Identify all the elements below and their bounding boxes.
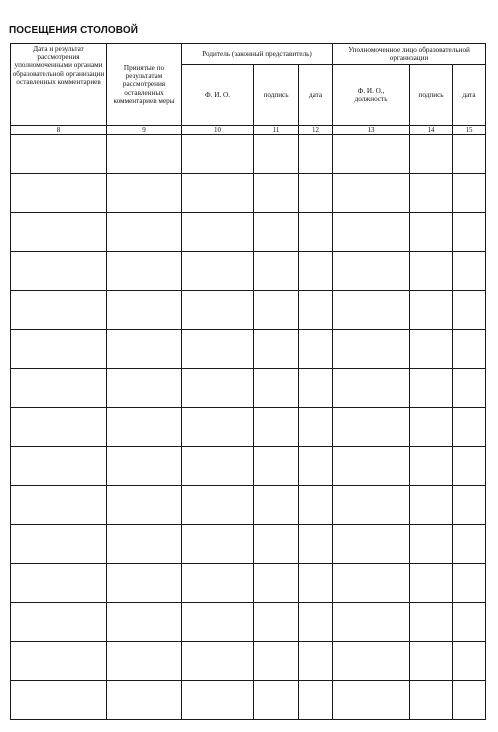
header-parent-name: Ф. И. О. <box>182 65 254 126</box>
table-cell <box>453 447 486 486</box>
table-cell <box>453 135 486 174</box>
table-cell <box>453 486 486 525</box>
table-cell <box>453 291 486 330</box>
table-row <box>11 330 486 369</box>
page-title: ПОСЕЩЕНИЯ СТОЛОВОЙ <box>9 25 138 36</box>
table-cell <box>333 642 410 681</box>
table-cell <box>107 291 182 330</box>
table-cell <box>299 603 333 642</box>
table-cell <box>254 447 299 486</box>
table-cell <box>254 135 299 174</box>
table-cell <box>453 408 486 447</box>
column-number: 15 <box>453 126 486 135</box>
table-cell <box>182 369 254 408</box>
table-cell <box>453 564 486 603</box>
table-cell <box>333 408 410 447</box>
table-cell <box>11 408 107 447</box>
table-cell <box>254 603 299 642</box>
table-cell <box>11 252 107 291</box>
table-cell <box>453 369 486 408</box>
table-cell <box>410 213 453 252</box>
table-cell <box>299 408 333 447</box>
table-cell <box>453 525 486 564</box>
table-cell <box>254 486 299 525</box>
table-cell <box>107 642 182 681</box>
table-cell <box>11 369 107 408</box>
table-cell <box>299 369 333 408</box>
table-cell <box>299 525 333 564</box>
table-cell <box>410 135 453 174</box>
header-parent-signature: подпись <box>254 65 299 126</box>
table-cell <box>410 252 453 291</box>
table-cell <box>182 135 254 174</box>
table-cell <box>254 525 299 564</box>
visit-log-table <box>10 43 486 720</box>
table-cell <box>182 291 254 330</box>
table-cell <box>299 486 333 525</box>
table-cell <box>333 486 410 525</box>
table-cell <box>410 408 453 447</box>
table-cell <box>410 525 453 564</box>
table-cell <box>299 135 333 174</box>
column-number: 11 <box>254 126 299 135</box>
table-cell <box>453 642 486 681</box>
header-official-signature: подпись <box>410 65 453 126</box>
header-review-date-result: Дата и результат рассмотрения уполномоченными органами образовательной организации оставленных комментариев <box>11 44 107 126</box>
table-cell <box>453 330 486 369</box>
column-number: 10 <box>182 126 254 135</box>
table-row <box>11 525 486 564</box>
column-number: 9 <box>107 126 182 135</box>
table-row <box>11 486 486 525</box>
table-cell <box>254 642 299 681</box>
table-cell <box>107 564 182 603</box>
table-cell <box>299 252 333 291</box>
table-cell <box>410 642 453 681</box>
table-cell <box>333 330 410 369</box>
table-cell <box>107 525 182 564</box>
table-cell <box>107 486 182 525</box>
header-official-name: Ф. И. О., должность <box>333 65 410 126</box>
header-parent-group: Родитель (законный представитель) <box>182 44 333 65</box>
table-cell <box>333 213 410 252</box>
table-cell <box>333 291 410 330</box>
table-cell <box>107 174 182 213</box>
table-cell <box>254 564 299 603</box>
table-cell <box>182 681 254 720</box>
table-cell <box>11 486 107 525</box>
table-cell <box>453 213 486 252</box>
table-cell <box>11 135 107 174</box>
table-cell <box>182 213 254 252</box>
table-cell <box>182 564 254 603</box>
table-row <box>11 291 486 330</box>
table-cell <box>333 135 410 174</box>
table-cell <box>333 564 410 603</box>
table-row <box>11 252 486 291</box>
table-cell <box>107 408 182 447</box>
table-cell <box>410 486 453 525</box>
table-cell <box>333 603 410 642</box>
table-cell <box>182 642 254 681</box>
header-parent-date: дата <box>299 65 333 126</box>
table-cell <box>107 447 182 486</box>
table-row <box>11 408 486 447</box>
table-row <box>11 681 486 720</box>
table-cell <box>11 174 107 213</box>
table-cell <box>333 174 410 213</box>
table-row <box>11 135 486 174</box>
table-row <box>11 213 486 252</box>
table-row <box>11 642 486 681</box>
table-cell <box>11 213 107 252</box>
table-cell <box>182 486 254 525</box>
table-cell <box>254 369 299 408</box>
table-cell <box>254 408 299 447</box>
column-number: 14 <box>410 126 453 135</box>
table-row <box>11 603 486 642</box>
table-cell <box>182 525 254 564</box>
table-cell <box>182 330 254 369</box>
table-cell <box>254 213 299 252</box>
table-cell <box>299 642 333 681</box>
table-cell <box>107 135 182 174</box>
header-measures-taken: Принятые по результатам рассмотрения оставленных комментариев меры <box>107 44 182 126</box>
table-cell <box>453 252 486 291</box>
table-cell <box>107 681 182 720</box>
table-cell <box>107 369 182 408</box>
table-cell <box>254 174 299 213</box>
table-cell <box>333 369 410 408</box>
table-cell <box>182 252 254 291</box>
table-cell <box>333 525 410 564</box>
table-cell <box>182 603 254 642</box>
table-cell <box>410 564 453 603</box>
table-cell <box>182 174 254 213</box>
table-cell <box>11 330 107 369</box>
header-official-date: дата <box>453 65 486 126</box>
table-cell <box>107 252 182 291</box>
table-cell <box>11 447 107 486</box>
table-cell <box>299 213 333 252</box>
table-cell <box>299 447 333 486</box>
column-number: 8 <box>11 126 107 135</box>
table-cell <box>11 525 107 564</box>
table-row <box>11 369 486 408</box>
table-cell <box>11 603 107 642</box>
table-cell <box>11 291 107 330</box>
table-cell <box>333 447 410 486</box>
column-number: 13 <box>333 126 410 135</box>
table-cell <box>254 330 299 369</box>
table-cell <box>11 681 107 720</box>
column-number: 12 <box>299 126 333 135</box>
table-cell <box>107 213 182 252</box>
table-cell <box>453 681 486 720</box>
table-cell <box>11 564 107 603</box>
table-cell <box>11 642 107 681</box>
table-cell <box>107 603 182 642</box>
table-cell <box>333 252 410 291</box>
table-cell <box>410 291 453 330</box>
table-cell <box>299 564 333 603</box>
table-cell <box>333 681 410 720</box>
table-cell <box>299 330 333 369</box>
table-cell <box>299 291 333 330</box>
header-official-group: Уполномоченное лицо образовательной организации <box>333 44 486 65</box>
table-cell <box>182 408 254 447</box>
table-cell <box>410 174 453 213</box>
table-cell <box>254 291 299 330</box>
table-cell <box>299 174 333 213</box>
table-row <box>11 447 486 486</box>
table-cell <box>410 369 453 408</box>
table-cell <box>107 330 182 369</box>
table-cell <box>453 174 486 213</box>
table-cell <box>453 603 486 642</box>
table-row <box>11 174 486 213</box>
table-row <box>11 564 486 603</box>
table-cell <box>254 681 299 720</box>
table-cell <box>410 447 453 486</box>
table-cell <box>254 252 299 291</box>
table-cell <box>410 330 453 369</box>
table-cell <box>182 447 254 486</box>
table-cell <box>410 681 453 720</box>
table-cell <box>299 681 333 720</box>
table-cell <box>410 603 453 642</box>
